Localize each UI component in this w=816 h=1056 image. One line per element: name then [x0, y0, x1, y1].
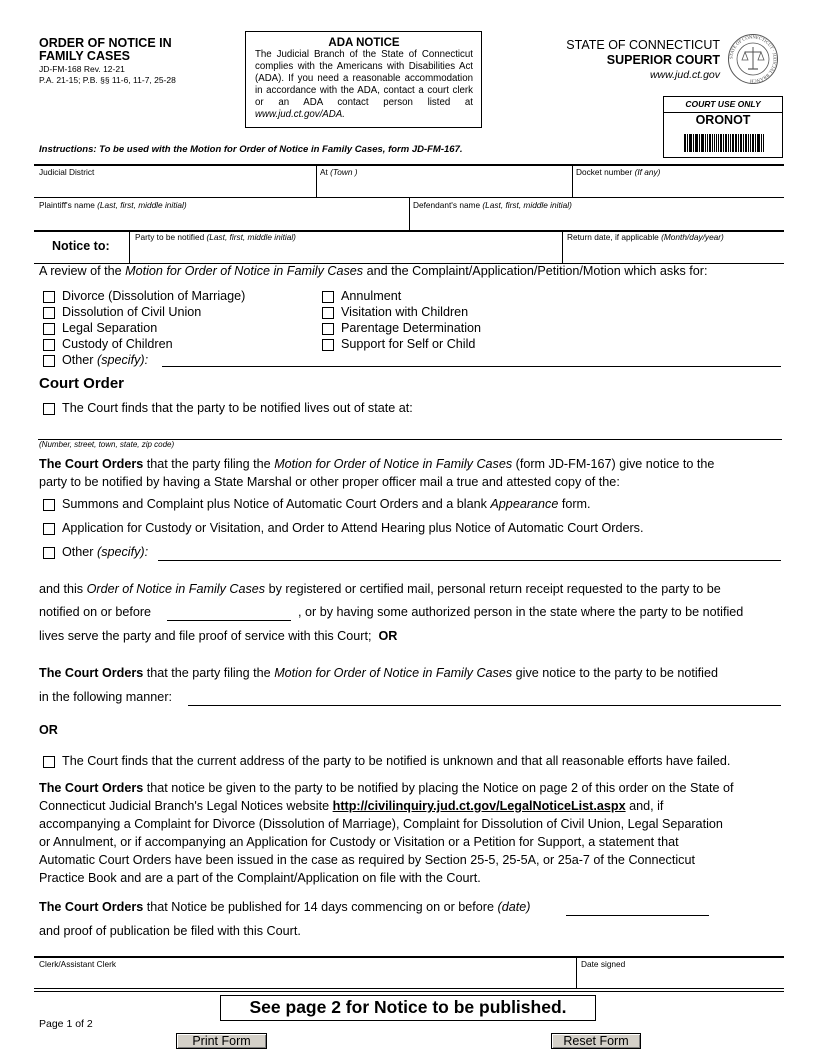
at-town-input[interactable]: [320, 176, 568, 196]
ada-notice: [245, 31, 482, 128]
out-of-state-checkbox[interactable]: [43, 403, 55, 415]
mail-line2a: notified on or before: [39, 605, 152, 619]
orders-other-checkbox[interactable]: [43, 547, 55, 559]
date-signed-input[interactable]: [581, 968, 782, 988]
website-paragraph: The Court Orders that notice be given to the party to be notified by placing the Notice on page 2 of this order on the State of Connecticut Judicial Branch's Legal Notices website http://civilinquiry.jud.ct.gov/LegalNoticeList.aspx and, if accompanying a Complaint for Divorce (Dissolution of Marriage), Complaint for Dissolution of Civil Union, Legal Separation or Annulment, or if accompanying an Application for Custody or Visitation or a Petition for Support, a statement that Automatic Court Orders have been issued in the case as required by Section 25-5, 25-5A, or 25a-7 of the Connecticut Practice Book and are a part of the Complaint/Application on file with the Court.: [39, 781, 734, 885]
return-date-input[interactable]: [567, 242, 782, 262]
review-text: A review of the Motion for Order of Notice in Family Cases and the Complaint/Application/Petition/Motion which asks for:: [39, 264, 708, 278]
defendant-input[interactable]: [413, 209, 782, 229]
publish-proof: and proof of publication be filed with this Court.: [39, 924, 301, 938]
summons-label: Summons and Complaint plus Notice of Automatic Court Orders and a blank Appearance form.: [62, 497, 591, 511]
rule: [34, 164, 784, 166]
civil-union-label: Dissolution of Civil Union: [62, 305, 202, 319]
address-unknown-label: The Court finds that the current address of the party to be notified is unknown and that all reasonable efforts have failed.: [62, 754, 731, 768]
court-name: SUPERIOR COURT: [606, 53, 720, 67]
mail-line1: and this Order of Notice in Family Cases by registered or certified mail, personal return receipt requested to the party to be: [39, 582, 721, 596]
civil-union-checkbox[interactable]: [43, 307, 55, 319]
legal-separation-checkbox[interactable]: [43, 323, 55, 335]
address-hint: (Number, street, town, state, zip code): [39, 440, 175, 449]
orders-paragraph: The Court Orders that the party filing the Motion for Order of Notice in Family Cases (form JD-FM-167) give notice to the party to be notified by having a State Marshal or other proper officer mail a true and attested copy of the:: [39, 457, 715, 489]
date-signed-label: Date signed: [581, 959, 626, 969]
custody-checkbox[interactable]: [43, 339, 55, 351]
custody-application-label: Application for Custody or Visitation, and Order to Attend Hearing plus Notice of Automatic Court Orders.: [62, 521, 644, 535]
plaintiff-input[interactable]: [38, 209, 405, 229]
statutes: P.A. 21-15; P.B. §§ 11-6, 11-7, 25-28: [39, 75, 176, 85]
form-title: ORDER OF NOTICE IN FAMILY CASES: [39, 36, 172, 63]
court-info: [566, 38, 720, 83]
ada-text: The Judicial Branch of the State of Connecticut complies with the Americans with Disabilities Act (ADA). If you need a reasonable accommodation in accordance with the ADA, contact a court clerk or an ADA contact person listed at: [255, 49, 473, 108]
website: www.jud.ct.gov: [649, 69, 720, 81]
ada-title: ADA NOTICE: [328, 37, 400, 49]
support-label: Support for Self or Child: [341, 337, 476, 351]
publish-date-input[interactable]: [566, 915, 709, 916]
custody-label: Custody of Children: [62, 337, 173, 351]
mail-line2b: , or by having some authorized person in the state where the party to be notified: [298, 605, 744, 619]
mail-line3: lives serve the party and file proof of service with this Court; OR: [39, 629, 398, 643]
address-unknown-checkbox[interactable]: [43, 756, 55, 768]
state-seal-icon: [727, 33, 779, 85]
notice-to-label: Notice to:: [52, 239, 110, 253]
clerk-label: Clerk/Assistant Clerk: [39, 959, 116, 969]
plaintiff-label: Plaintiff's name (Last, first, middle initial): [39, 200, 187, 210]
custody-application-checkbox[interactable]: [43, 523, 55, 535]
page-number: Page 1 of 2: [39, 1018, 93, 1030]
judicial-district-label: Judicial District: [39, 167, 95, 177]
court-code: ORONOT: [695, 113, 751, 127]
orders-other-label: Other (specify):: [62, 545, 149, 559]
defendant-label: Defendant's name (Last, first, middle initial): [413, 200, 572, 210]
other-checkbox[interactable]: [43, 355, 55, 367]
return-date-label: Return date, if applicable (Month/day/year): [567, 232, 724, 242]
party-input[interactable]: [134, 242, 558, 262]
ada-link[interactable]: www.jud.ct.gov/ADA.: [255, 109, 345, 120]
legal-separation-label: Legal Separation: [62, 321, 158, 335]
divorce-checkbox[interactable]: [43, 291, 55, 303]
docket-input[interactable]: [576, 176, 782, 196]
other-specify-input[interactable]: [162, 366, 781, 367]
at-town-label: At (Town ): [320, 167, 358, 177]
annulment-label: Annulment: [341, 289, 402, 303]
parentage-checkbox[interactable]: [322, 323, 334, 335]
parentage-label: Parentage Determination: [341, 321, 482, 335]
other-label: Other (specify):: [62, 353, 149, 367]
legal-notice-link[interactable]: http://civilinquiry.jud.ct.gov/LegalNoticeList.aspx: [332, 799, 626, 813]
visitation-label: Visitation with Children: [341, 305, 469, 319]
reset-form-button[interactable]: Reset Form: [551, 1033, 641, 1049]
manner-line2: in the following manner:: [39, 690, 173, 704]
publish-line: The Court Orders that Notice be published for 14 days commencing on or before (date): [39, 900, 531, 914]
court-order-heading: Court Order: [39, 375, 125, 392]
or-label: OR: [39, 723, 58, 737]
notified-before-date-input[interactable]: [167, 620, 291, 621]
state-name: STATE OF CONNECTICUT: [566, 38, 720, 52]
manner-line1: The Court Orders that the party filing the Motion for Order of Notice in Family Cases give notice to the party to be notified: [39, 666, 718, 680]
summons-checkbox[interactable]: [43, 499, 55, 511]
court-use-only-label: COURT USE ONLY: [664, 97, 782, 113]
orders-other-input[interactable]: [158, 560, 781, 561]
divorce-label: Divorce (Dissolution of Marriage): [62, 289, 246, 303]
manner-input[interactable]: [188, 705, 781, 706]
annulment-checkbox[interactable]: [322, 291, 334, 303]
support-checkbox[interactable]: [322, 339, 334, 351]
out-of-state-text: The Court finds that the party to be notified lives out of state at:: [62, 401, 413, 415]
visitation-checkbox[interactable]: [322, 307, 334, 319]
judicial-district-input[interactable]: [38, 176, 312, 196]
print-form-button[interactable]: Print Form: [176, 1033, 267, 1049]
seal-text: STATE OF CONNECTICUT · JUDICIAL BRANCH: [728, 34, 778, 84]
see-page-2-box: See page 2 for Notice to be published.: [220, 995, 596, 1021]
barcode: [684, 134, 764, 152]
form-id: JD-FM-168 Rev. 12-21: [39, 64, 125, 74]
clerk-input[interactable]: [38, 968, 572, 988]
instructions: Instructions: To be used with the Motion for Order of Notice in Family Cases, form JD-FM-167.: [39, 144, 463, 155]
party-label: Party to be notified (Last, first, middle initial): [135, 232, 296, 242]
docket-label: Docket number (If any): [576, 167, 661, 177]
